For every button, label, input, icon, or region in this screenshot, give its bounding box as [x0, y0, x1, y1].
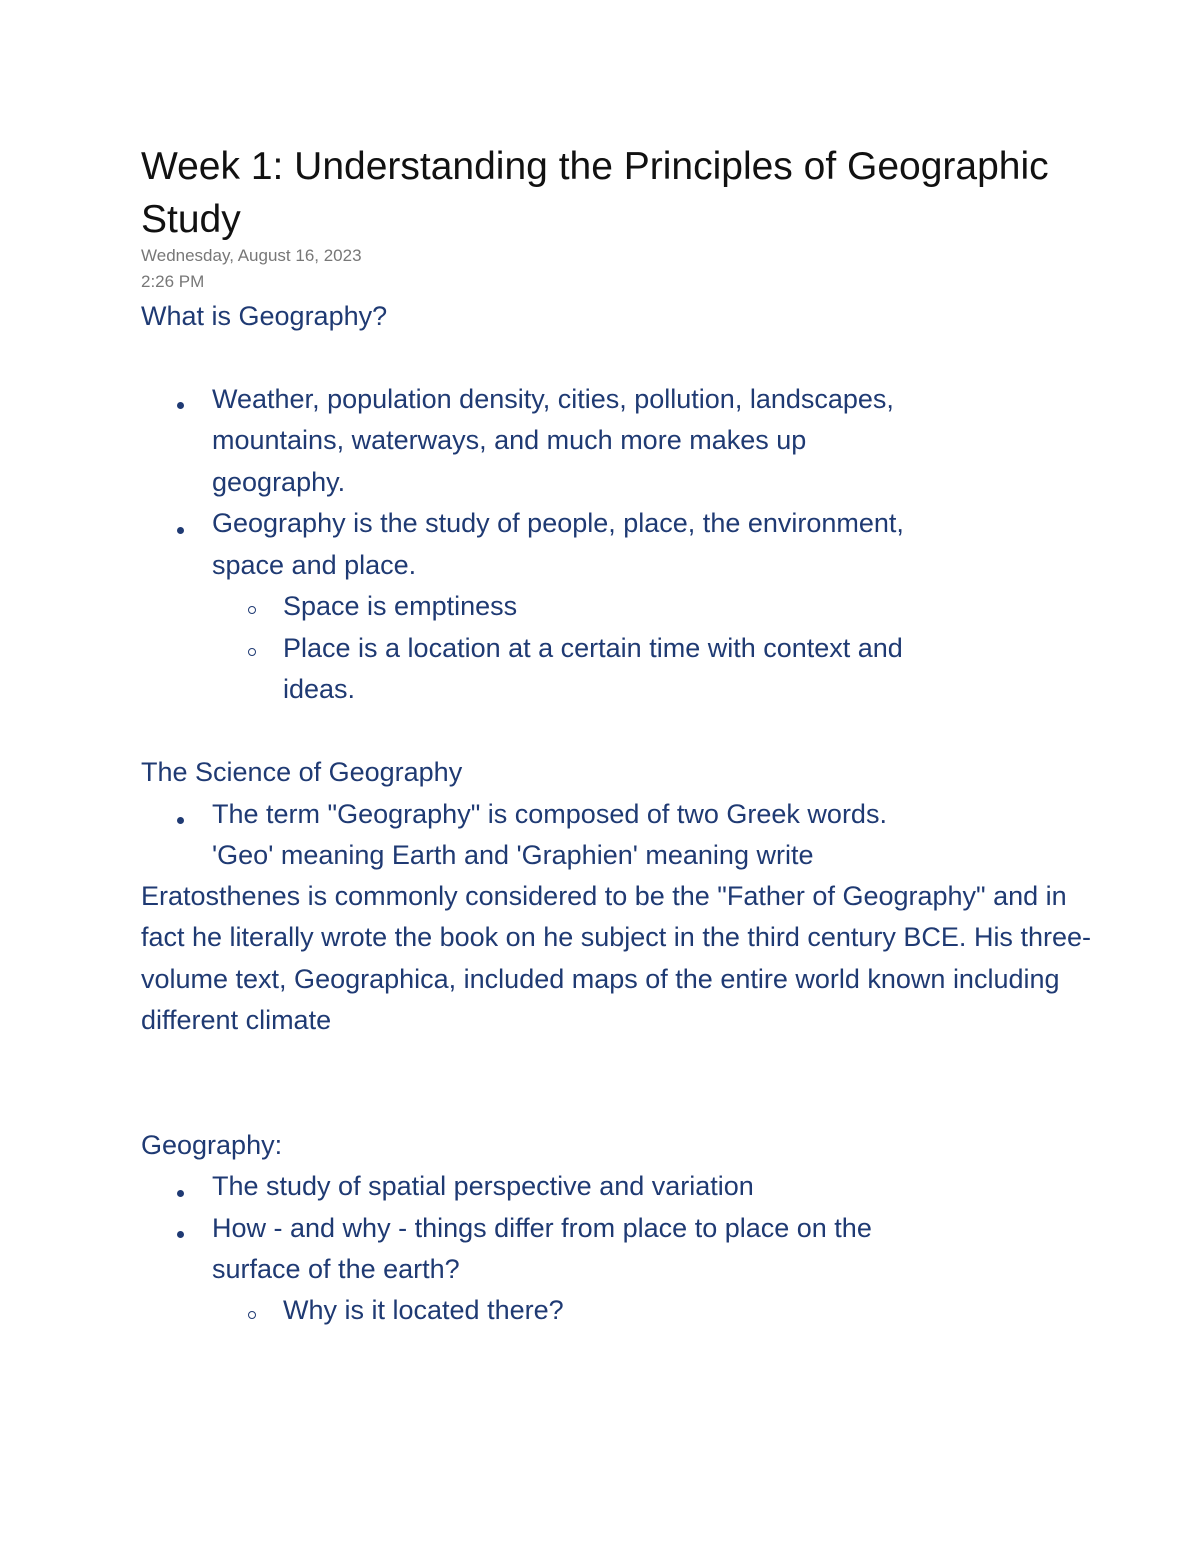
bullet-dot-icon	[177, 527, 184, 534]
list-item-line: Geography is the study of people, place, the environment,	[212, 508, 904, 538]
list-item-line: space and place.	[212, 550, 417, 580]
sub-bullet-circle-icon	[248, 606, 256, 614]
list-item-line: mountains, waterways, and much more makes up	[212, 425, 807, 455]
note-time: 2:26 PM	[141, 272, 205, 291]
sub-list-item-line: Why is it located there?	[283, 1295, 564, 1325]
sub-list-item-line: Place is a location at a certain time with context and	[283, 633, 903, 663]
sub-bullet-circle-icon	[248, 648, 256, 656]
section-heading-geography: Geography:	[141, 1130, 283, 1160]
list-item-continuation: 'Geo' meaning Earth and 'Graphien' meaning write	[212, 840, 814, 870]
list-item-line: How - and why - things differ from place to place on the	[212, 1213, 872, 1243]
note-title: Week 1: Understanding the Principles of Geographic Study	[141, 145, 1049, 241]
section-heading-what-is-geography: What is Geography?	[141, 301, 388, 331]
bullet-dot-icon	[177, 1231, 184, 1238]
sub-list-item-line: ideas.	[283, 674, 356, 704]
eratosthenes-paragraph: Eratosthenes is commonly considered to be the "Father of Geography" and in fact he literally wrote the book on he subject in the third century BCE. His three-volume text, Geographica, included maps of the entire world known including different climate	[141, 881, 1091, 1036]
list-item-line: surface of the earth?	[212, 1254, 460, 1284]
list-item-line: The term "Geography" is composed of two Greek words.	[212, 799, 887, 829]
section-heading-science-of-geography: The Science of Geography	[141, 757, 463, 787]
sub-list-item-line: Space is emptiness	[283, 591, 518, 621]
list-item-line: The study of spatial perspective and variation	[212, 1171, 754, 1201]
list-item-line: geography.	[212, 467, 346, 497]
sub-bullet-circle-icon	[248, 1311, 256, 1319]
bullet-dot-icon	[177, 1190, 184, 1197]
note-date: Wednesday, August 16, 2023	[141, 246, 362, 265]
list-item-line: Weather, population density, cities, pollution, landscapes,	[212, 384, 894, 414]
bullet-dot-icon	[177, 402, 184, 409]
bullet-dot-icon	[177, 817, 184, 824]
